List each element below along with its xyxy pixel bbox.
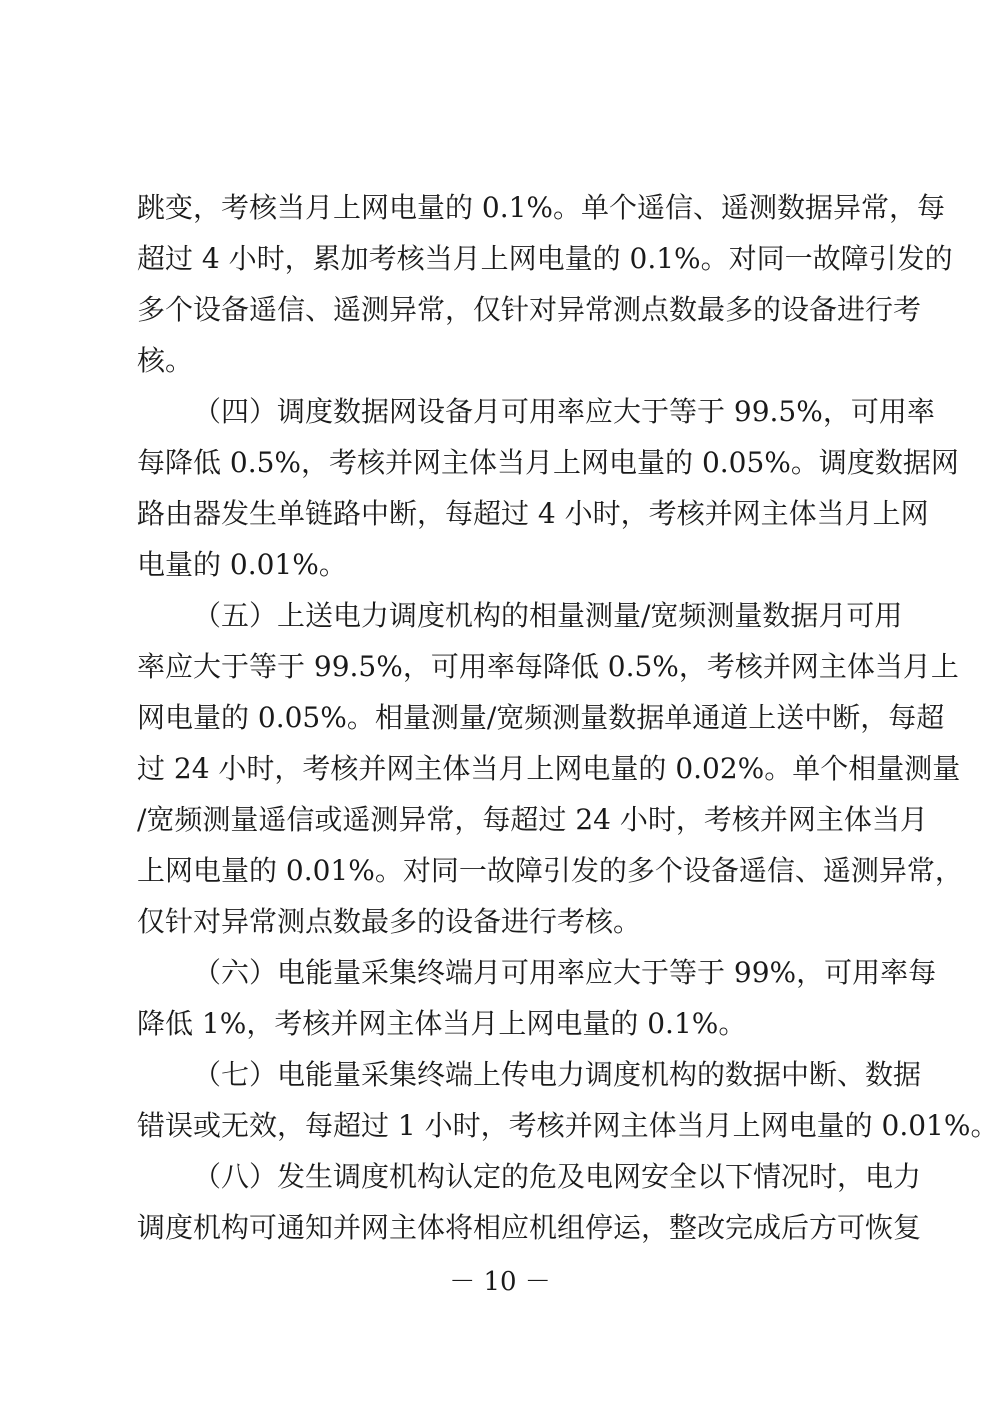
text-line: 率应大于等于 99.5%，可用率每降低 0.5%，考核并网主体当月上 <box>137 650 959 683</box>
paragraph-first-line: （六）电能量采集终端月可用率应大于等于 99%，可用率每 <box>193 956 937 989</box>
paragraph-first-line: （五）上送电力调度机构的相量测量/宽频测量数据月可用 <box>193 599 903 632</box>
paragraph-first-line: （七）电能量采集终端上传电力调度机构的数据中断、数据 <box>193 1058 922 1091</box>
text-line: 超过 4 小时，累加考核当月上网电量的 0.1%。对同一故障引发的 <box>137 242 953 275</box>
text-line: 上网电量的 0.01%。对同一故障引发的多个设备遥信、遥测异常， <box>137 854 963 887</box>
text-line: 每降低 0.5%，考核并网主体当月上网电量的 0.05%。调度数据网 <box>137 446 959 479</box>
text-line: 过 24 小时，考核并网主体当月上网电量的 0.02%。单个相量测量 <box>137 752 961 785</box>
page-number: － 10 － <box>449 1267 551 1297</box>
text-line: 仅针对异常测点数最多的设备进行考核。 <box>137 905 642 938</box>
text-line: 调度机构可通知并网主体将相应机组停运，整改完成后方可恢复 <box>137 1211 922 1244</box>
paragraph-first-line: （八）发生调度机构认定的危及电网安全以下情况时，电力 <box>193 1160 922 1193</box>
text-line: 核。 <box>137 344 194 377</box>
text-line: 电量的 0.01%。 <box>137 548 347 581</box>
text-line: 网电量的 0.05%。相量测量/宽频测量数据单通道上送中断，每超 <box>137 701 945 734</box>
text-line: 路由器发生单链路中断，每超过 4 小时，考核并网主体当月上网 <box>137 497 929 530</box>
text-line: 错误或无效，每超过 1 小时，考核并网主体当月上网电量的 0.01%。 <box>137 1109 999 1142</box>
text-line: /宽频测量遥信或遥测异常，每超过 24 小时，考核并网主体当月 <box>137 803 928 836</box>
text-line: 多个设备遥信、遥测异常，仅针对异常测点数最多的设备进行考 <box>137 293 922 326</box>
text-line: 跳变，考核当月上网电量的 0.1%。单个遥信、遥测数据异常，每 <box>137 191 946 224</box>
paragraph-first-line: （四）调度数据网设备月可用率应大于等于 99.5%，可用率 <box>193 395 935 428</box>
text-line: 降低 1%，考核并网主体当月上网电量的 0.1%。 <box>137 1007 747 1040</box>
